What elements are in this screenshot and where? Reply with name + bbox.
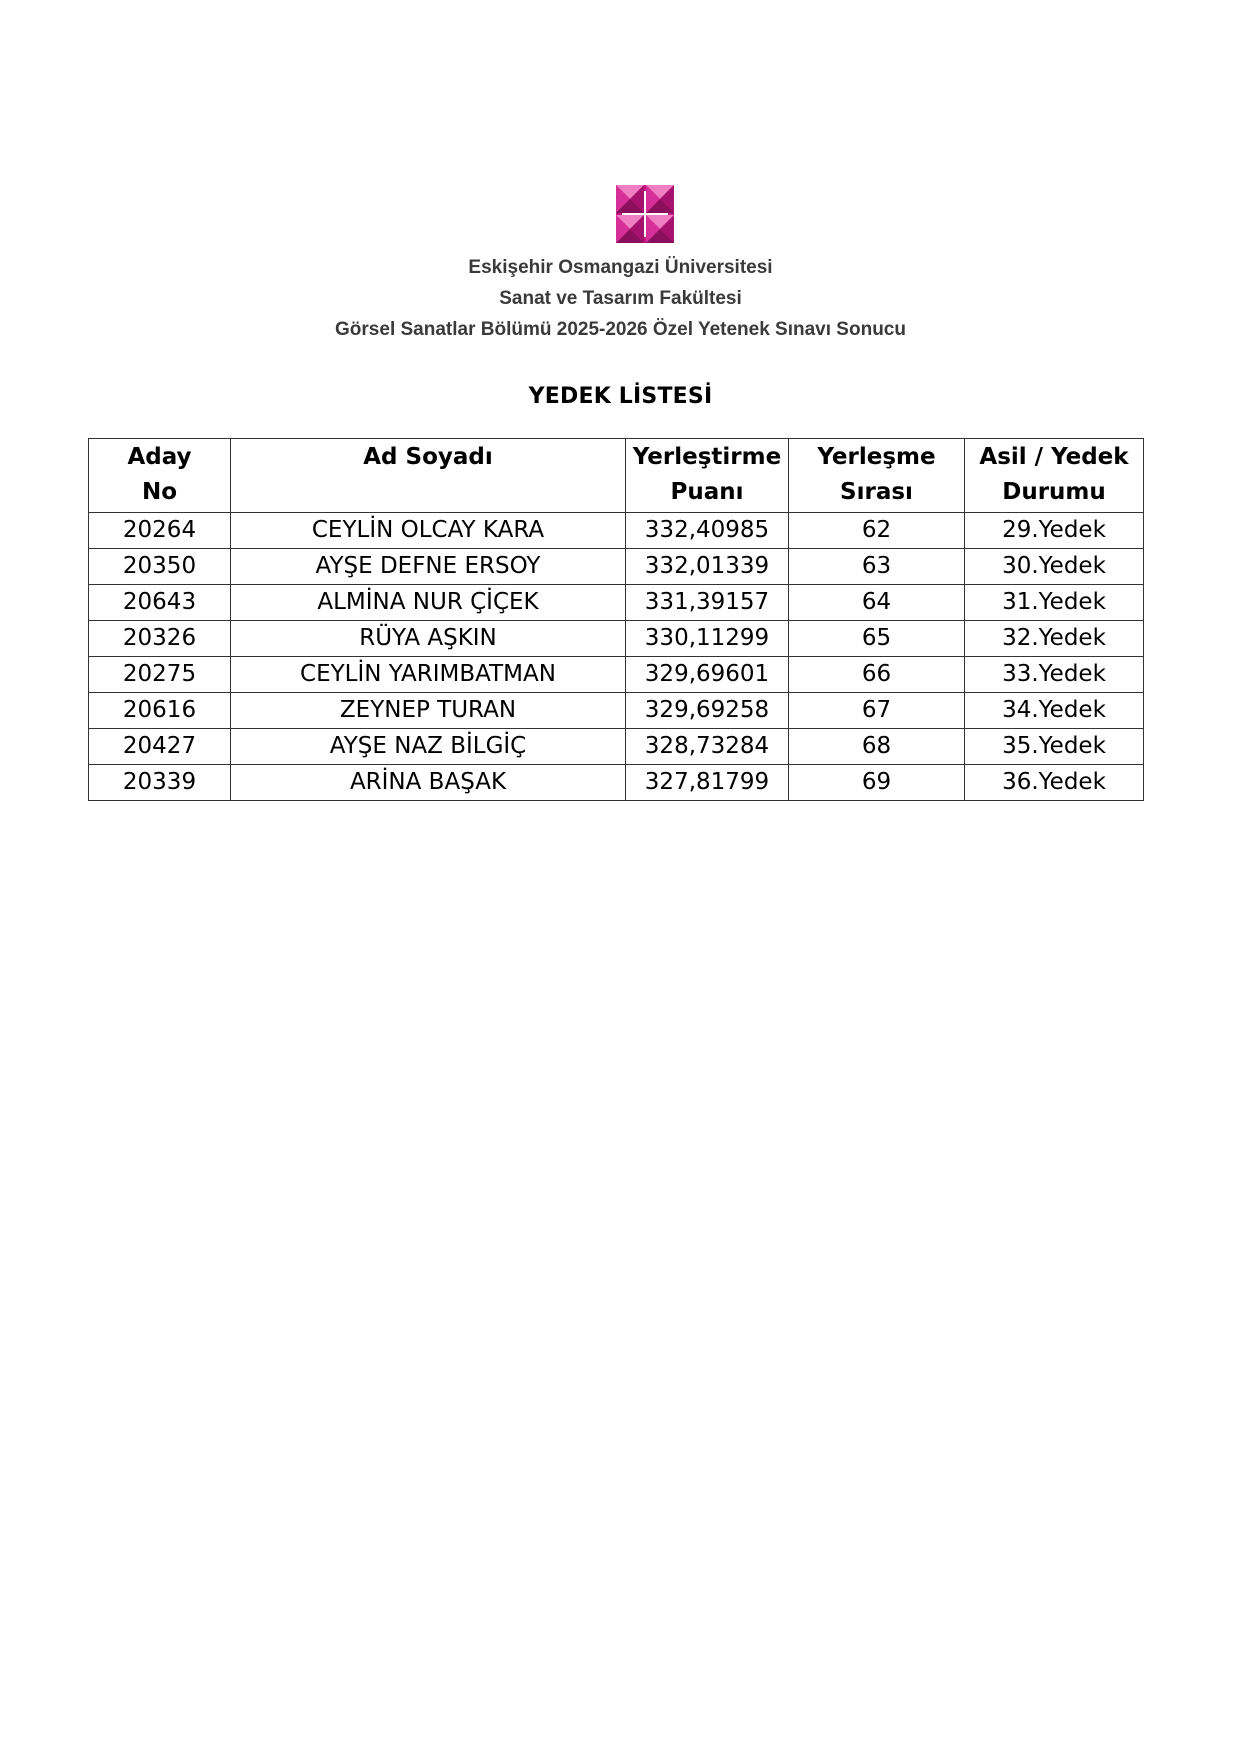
table-row	[89, 513, 1144, 549]
cell-aday-no: 20339	[89, 765, 231, 801]
cell-sira: 68	[789, 729, 965, 765]
cell-durum: 32.Yedek	[965, 621, 1144, 657]
table-row	[89, 621, 1144, 657]
table-row	[89, 693, 1144, 729]
cell-sira: 62	[789, 513, 965, 549]
cell-puan: 329,69258	[626, 693, 789, 729]
cell-puan: 328,73284	[626, 729, 789, 765]
cell-ad-soyadi: ALMİNA NUR ÇİÇEK	[231, 585, 626, 621]
column-header-sira: Yerleşme Sırası	[789, 439, 965, 513]
table-row	[89, 549, 1144, 585]
cell-ad-soyadi: RÜYA AŞKIN	[231, 621, 626, 657]
cell-aday-no: 20616	[89, 693, 231, 729]
cell-durum: 33.Yedek	[965, 657, 1144, 693]
table-row	[89, 729, 1144, 765]
table-header-row	[89, 439, 1144, 513]
cell-durum: 30.Yedek	[965, 549, 1144, 585]
university-name: Eskişehir Osmangazi Üniversitesi	[468, 257, 773, 278]
table-row	[89, 657, 1144, 693]
cell-durum: 35.Yedek	[965, 729, 1144, 765]
cell-durum: 34.Yedek	[965, 693, 1144, 729]
cell-sira: 69	[789, 765, 965, 801]
cell-durum: 36.Yedek	[965, 765, 1144, 801]
cell-ad-soyadi: CEYLİN YARIMBATMAN	[231, 657, 626, 693]
university-logo	[616, 185, 674, 243]
column-header-durum: Asil / Yedek Durumu	[965, 439, 1144, 513]
column-header-aday-no: Aday No	[89, 439, 231, 513]
cell-aday-no: 20326	[89, 621, 231, 657]
cell-sira: 67	[789, 693, 965, 729]
table-row	[89, 765, 1144, 801]
cell-aday-no: 20427	[89, 729, 231, 765]
cell-sira: 63	[789, 549, 965, 585]
column-header-ad-soyadi: Ad Soyadı	[231, 439, 626, 513]
cell-ad-soyadi: AYŞE DEFNE ERSOY	[231, 549, 626, 585]
cell-ad-soyadi: AYŞE NAZ BİLGİÇ	[231, 729, 626, 765]
cell-puan: 332,40985	[626, 513, 789, 549]
faculty-name: Sanat ve Tasarım Fakültesi	[499, 288, 742, 309]
exam-title: Görsel Sanatlar Bölümü 2025-2026 Özel Yetenek Sınavı Sonucu	[335, 319, 906, 340]
cell-aday-no: 20264	[89, 513, 231, 549]
cell-durum: 31.Yedek	[965, 585, 1144, 621]
document-header	[0, 252, 1241, 345]
cell-puan: 332,01339	[626, 549, 789, 585]
cell-aday-no: 20275	[89, 657, 231, 693]
cell-aday-no: 20643	[89, 585, 231, 621]
cell-aday-no: 20350	[89, 549, 231, 585]
cell-puan: 327,81799	[626, 765, 789, 801]
cell-sira: 64	[789, 585, 965, 621]
cell-puan: 329,69601	[626, 657, 789, 693]
cell-ad-soyadi: ZEYNEP TURAN	[231, 693, 626, 729]
list-title: YEDEK LİSTESİ	[528, 384, 713, 409]
cell-sira: 66	[789, 657, 965, 693]
cell-durum: 29.Yedek	[965, 513, 1144, 549]
results-table	[88, 438, 1144, 801]
cell-puan: 330,11299	[626, 621, 789, 657]
cell-ad-soyadi: ARİNA BAŞAK	[231, 765, 626, 801]
cell-puan: 331,39157	[626, 585, 789, 621]
cell-ad-soyadi: CEYLİN OLCAY KARA	[231, 513, 626, 549]
cell-sira: 65	[789, 621, 965, 657]
table-row	[89, 585, 1144, 621]
column-header-puan: Yerleştirme Puanı	[626, 439, 789, 513]
